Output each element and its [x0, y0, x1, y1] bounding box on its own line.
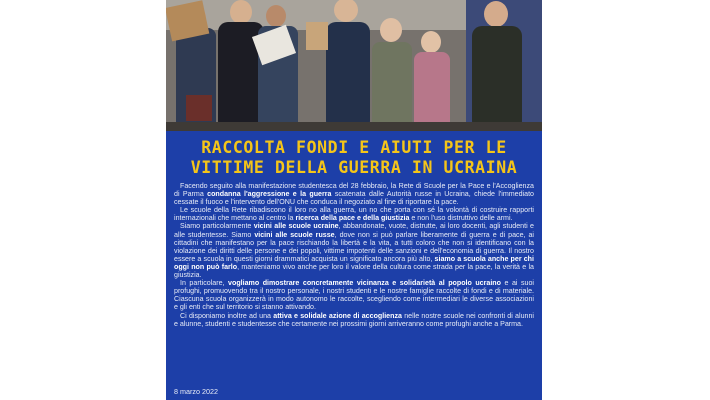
paragraph — [174, 312, 534, 328]
text-run: Le scuole della Rete ribadiscono il loro no alla guerra, un no che porta con sé la volontà di costruire rapporti internazionali che mettano al centro la — [174, 206, 534, 223]
refugee-children-photo — [166, 0, 542, 131]
bold-text: vicini alle scuole russe — [254, 230, 335, 239]
bold-text: vogliamo dimostrare concretamente vicinanza e solidarietà al popolo ucraino — [228, 279, 501, 288]
text-run: , manteniamo vivo anche per loro il valore della cultura come strada per la pace, la verità e la giustizia. — [174, 262, 534, 280]
paragraph — [174, 222, 534, 279]
text-run: Ci disponiamo inoltre ad una — [180, 311, 274, 320]
poster — [166, 0, 542, 400]
date: 8 marzo 2022 — [174, 387, 218, 396]
bold-text: vicini alle scuole ucraine — [253, 222, 339, 231]
bold-text: siamo a scuola anche per chi oggi non può farlo — [174, 254, 534, 271]
text-run: scatenata dalle Autorità russe in Ucraina, chiede l'immediato cessate il fuoco e l'intervento dell'ONU che conduca il negoziato al fine di riportare la pace. — [174, 190, 534, 207]
paragraph — [174, 182, 534, 206]
text-run: In particolare, — [180, 279, 229, 288]
title-line-1: RACCOLTA FONDI E AIUTI PER LE — [201, 138, 507, 157]
body-text — [174, 182, 534, 328]
text-run: e ai suoi profughi, promuovendo tra il nostro personale, i nostri studenti e le nostre famiglie raccolte di fondi e di materiale. Ciascuna scuola organizzerà in modo autonomo le raccolte, scegliendo come intermediari le diverse associazioni e gli enti che sul territorio si stanno attivando. — [174, 279, 534, 312]
text-run: , abbandonate, vuote, distrutte, ai loro docenti, agli studenti e alle studentesse. Siamo — [174, 222, 534, 239]
title-line-2: VITTIME DELLA GUERRA IN UCRAINA — [190, 158, 518, 177]
poster-title — [166, 138, 542, 178]
bold-text: condanna l'aggressione e la guerra — [207, 190, 332, 199]
text-run: nelle nostre scuole nei confronti di alunni e alunne, studenti e studentesse che certamente nei prossimi giorni arriveranno come profughi anche a Parma. — [174, 311, 534, 328]
text-run: Siamo particolarmente — [180, 222, 254, 231]
paragraph — [174, 279, 534, 311]
text-run: , dove non si può parlare liberamente di guerra e di pace, ai cittadini che manifestano per la pace rischiando la libertà e la vita, a tutti coloro che non si identificano con la violazione dei diritti delle persone e dei popoli, vittime impotenti delle sanzioni e dell'economia di guerra. Il nostro essere a scuola in questi giorni drammatici acquista un significato ancora più alto, — [174, 230, 534, 263]
text-run: Facendo seguito alla manifestazione studentesca del 28 febbraio, la Rete di Scuole per la Pace e l'Accoglienza di Parma — [174, 182, 534, 199]
text-run: e non l'uso distruttivo delle armi. — [409, 214, 513, 223]
bold-text: ricerca della pace e della giustizia — [295, 214, 410, 223]
bold-text: attiva e solidale azione di accoglienza — [273, 311, 402, 320]
paragraph — [174, 206, 534, 222]
